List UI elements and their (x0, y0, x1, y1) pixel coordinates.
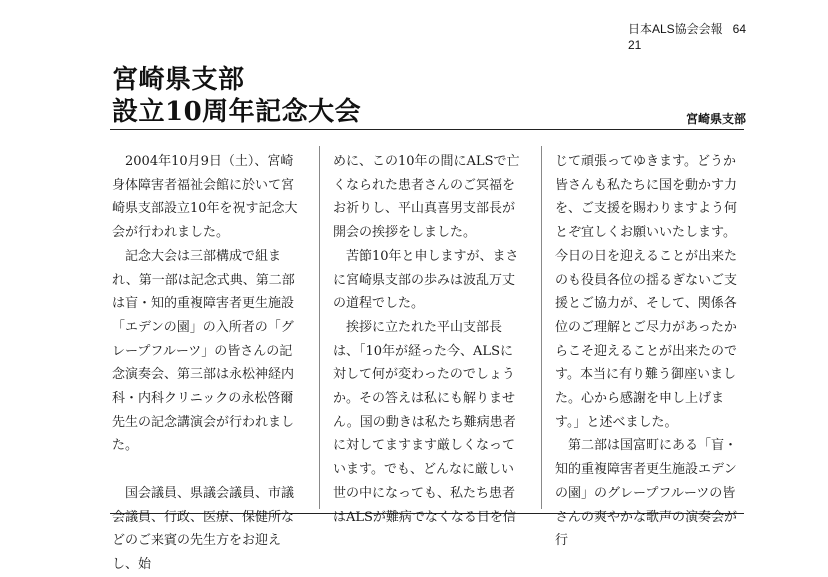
header-row (628, 22, 746, 36)
paragraph: 苦節10年と申しますが、まさに宮崎県支部の歩みは波乱万丈の道程でした。 (333, 248, 519, 312)
column-3 (555, 150, 745, 553)
issue-number: 64 (732, 22, 746, 36)
paragraph: 挨拶に立たれた平山支部長は、「10年が経った今、ALSに対して何が変わったのでしょうか。その答えは私にも解りません。国の動きは私たち難病患者に対してますます厳しくなっています。でも、どんなに厳しい世の中になっても、私たち患者はALSが難病でなくなる日を信 (333, 319, 516, 525)
publication-name: 日本ALS協会会報 (627, 22, 723, 36)
title-line-1: 宮崎県支部 (112, 65, 245, 95)
paragraph: 第二部は国富町にある「盲・知的重複障害者更生施設エデンの園」のグレープフルーツの皆さんの爽やかな歌声の演奏会が行 (555, 438, 738, 549)
column-divider (319, 146, 320, 509)
paragraph-gap (112, 458, 302, 482)
paragraph: めに、この10年の間にALSで亡くなられた患者さんのご冥福をお祈りし、平山真喜男支部長が開会の挨拶をしました。 (333, 154, 520, 241)
title-line-2: 設立10周年記念大会 (112, 97, 362, 127)
paragraph: 国会議員、県議会議員、市議会議員、行政、医療、保健所などのご来賓の先生方をお迎えし、始 (112, 485, 295, 572)
column-divider (541, 146, 542, 509)
paragraph: 2004年10月9日（土）、宮崎身体障害者福祉会館に於いて宮崎県支部設立10年を祝す記念大会が行われました。 (112, 154, 298, 241)
column-2 (333, 150, 523, 529)
top-rule (110, 129, 744, 130)
branch-byline: 宮崎県支部 (685, 112, 746, 126)
paragraph: じて頑張ってゆきます。どうか皆さんも私たちに国を動かす力を、ご支援を賜わりますよう何とぞ宜しくお願いいたします。今日の日を迎えることが出来たのも役員各位の揺るぎないご支援とご協力が、そして、関係各位のご理解とご尽力があったからこそ迎えることが出来たのです。本当に有り難う御座いました。心から感謝を申し上げます。」と述べました。 (555, 154, 738, 430)
paragraph: 記念大会は三部構成で組まれ、第一部は記念式典、第二部は盲・知的重複障害者更生施設「エデンの園」の入所者の「グレープフルーツ」の皆さんの記念演奏会、第三部は永松神経内科・内科クリニックの永松啓爾先生の記念講演会が行われました。 (112, 248, 295, 454)
page-number: 21 (627, 38, 642, 52)
bottom-rule (110, 513, 744, 514)
page-header (628, 22, 746, 52)
article-title (112, 64, 361, 128)
